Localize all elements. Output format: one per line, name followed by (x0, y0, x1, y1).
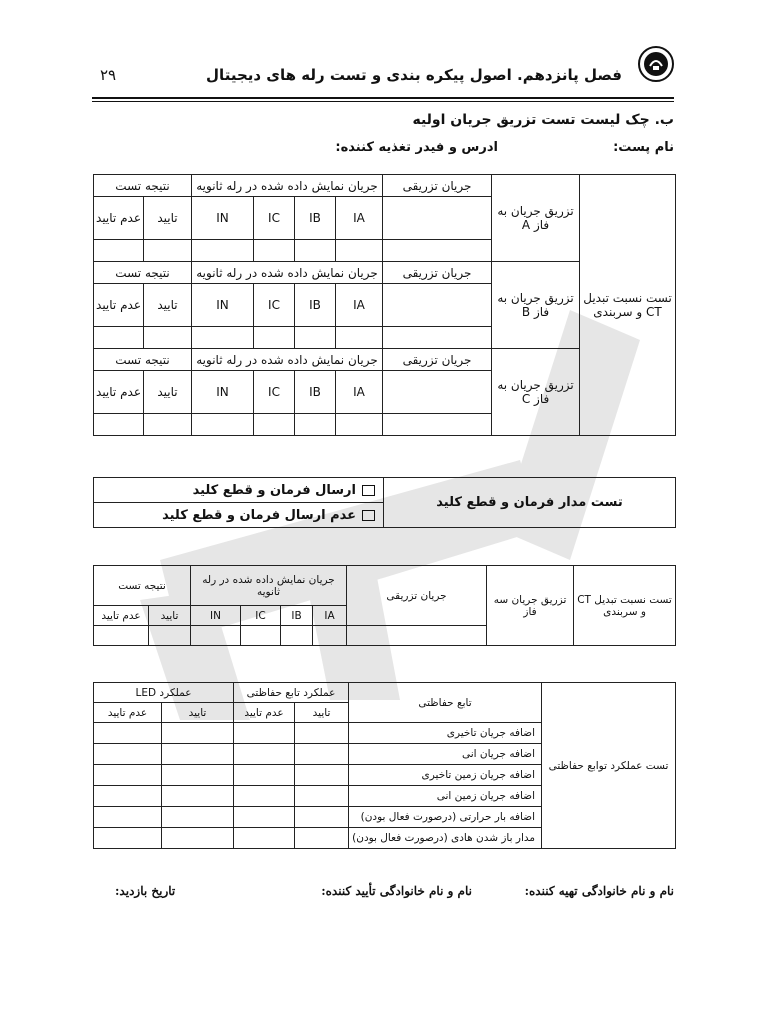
led-not-confirm-cell[interactable] (94, 786, 162, 807)
ib-value-cell[interactable] (281, 626, 313, 646)
displayed-current-header: جریان نمایش داده شده در رله ثانویه (192, 175, 383, 197)
feeder-address-label: ادرس و فیدر تغذیه کننده: (335, 140, 498, 155)
injected-current-header: جریان تزریقی (383, 349, 492, 371)
in-value-cell[interactable] (191, 626, 241, 646)
ic-value-cell[interactable] (254, 240, 295, 262)
header-rule (92, 97, 674, 99)
in-value-cell[interactable] (192, 327, 254, 349)
confirm-cell[interactable] (144, 240, 192, 262)
led-not-confirm-cell[interactable] (94, 744, 162, 765)
function-performance-header: عملکرد تابع حفاظتی (234, 683, 349, 703)
func-confirm-label: تایید (295, 703, 349, 723)
ia-value-cell[interactable] (336, 240, 383, 262)
confirm-label: تایید (144, 197, 192, 240)
func-not-confirm-cell[interactable] (234, 744, 295, 765)
result-header: نتیجه تست (94, 566, 191, 606)
ic-label: IC (254, 371, 295, 414)
ic-label: IC (254, 197, 295, 240)
university-logo-icon (636, 44, 676, 84)
ia-label: IA (336, 371, 383, 414)
injected-value-cell[interactable] (383, 371, 492, 414)
function-name: اضافه جریان زمین انی (349, 786, 542, 807)
page-number: ۲۹ (100, 66, 117, 84)
result-header: نتیجه تست (94, 349, 192, 371)
result-header: نتیجه تست (94, 175, 192, 197)
not-confirm-label: عدم تایید (94, 284, 144, 327)
injected-value-cell[interactable] (383, 284, 492, 327)
result-header: نتیجه تست (94, 262, 192, 284)
injected-current-header: جریان تزریقی (383, 175, 492, 197)
protection-functions-table (93, 682, 676, 849)
confirm-cell[interactable] (149, 626, 191, 646)
preparer-name-label: نام و نام خانوادگی تهیه کننده: (524, 884, 674, 898)
option-no-trip: عدم ارسال فرمان و قطع کلید (162, 507, 356, 523)
injected-value-cell[interactable] (383, 414, 492, 436)
func-confirm-cell[interactable] (295, 807, 349, 828)
func-not-confirm-cell[interactable] (234, 828, 295, 849)
ic-label: IC (254, 284, 295, 327)
displayed-current-header: جریان نمایش داده شده در رله ثانویه (192, 349, 383, 371)
post-name-label: نام پست: (613, 140, 674, 155)
ic-value-cell[interactable] (241, 626, 281, 646)
led-confirm-cell[interactable] (162, 807, 234, 828)
led-confirm-cell[interactable] (162, 765, 234, 786)
func-confirm-cell[interactable] (295, 828, 349, 849)
visit-date-label: تاریخ بازدید: (115, 884, 176, 898)
in-label: IN (191, 606, 241, 626)
displayed-current-header: جریان نمایش داده شده در رله ثانویه (191, 566, 347, 606)
three-phase-inject-label: تزریق جریان سه فاز (487, 566, 574, 646)
in-value-cell[interactable] (192, 240, 254, 262)
led-not-confirm-label: عدم تایید (94, 703, 162, 723)
function-name: مدار باز شدن هادی (درصورت فعال بودن) (349, 828, 542, 849)
trip-option-cell[interactable] (94, 478, 384, 503)
displayed-current-header: جریان نمایش داده شده در رله ثانویه (192, 262, 383, 284)
ia-label: IA (313, 606, 347, 626)
ia-value-cell[interactable] (336, 414, 383, 436)
injected-value-cell[interactable] (383, 327, 492, 349)
function-name: اضافه جریان انی (349, 744, 542, 765)
checkbox-icon[interactable] (362, 485, 375, 496)
func-confirm-cell[interactable] (295, 765, 349, 786)
led-confirm-cell[interactable] (162, 723, 234, 744)
confirm-cell[interactable] (144, 327, 192, 349)
ib-value-cell[interactable] (295, 414, 336, 436)
ib-label: IB (281, 606, 313, 626)
in-value-cell[interactable] (192, 414, 254, 436)
injected-current-header: جریان تزریقی (347, 566, 487, 626)
three-phase-row-label: تست نسبت تبدیل CT و سربندی (574, 566, 676, 646)
confirm-label: تایید (144, 284, 192, 327)
led-not-confirm-cell[interactable] (94, 765, 162, 786)
func-confirm-cell[interactable] (295, 744, 349, 765)
option-send-trip: ارسال فرمان و قطع کلید (192, 482, 356, 498)
func-not-confirm-label: عدم تایید (234, 703, 295, 723)
ib-label: IB (295, 197, 336, 240)
injected-value-cell[interactable] (347, 626, 487, 646)
phase-b-label: تزریق جریان به فاز B (492, 262, 580, 349)
ia-value-cell[interactable] (336, 327, 383, 349)
injected-current-header: جریان تزریقی (383, 262, 492, 284)
func-confirm-cell[interactable] (295, 723, 349, 744)
func-not-confirm-cell[interactable] (234, 807, 295, 828)
injected-value-cell[interactable] (383, 240, 492, 262)
not-confirm-cell[interactable] (94, 414, 144, 436)
in-label: IN (192, 197, 254, 240)
not-confirm-label: عدم تایید (94, 197, 144, 240)
ib-value-cell[interactable] (295, 240, 336, 262)
ia-label: IA (336, 197, 383, 240)
function-name: اضافه جریان زمین تاخیری (349, 765, 542, 786)
func-not-confirm-cell[interactable] (234, 765, 295, 786)
ct-ratio-table (93, 174, 676, 436)
confirm-cell[interactable] (144, 414, 192, 436)
protection-function-header: تابع حفاظتی (349, 683, 542, 723)
command-circuit-table (93, 477, 676, 528)
ib-label: IB (295, 371, 336, 414)
func-not-confirm-cell[interactable] (234, 786, 295, 807)
confirm-label: تایید (149, 606, 191, 626)
led-not-confirm-cell[interactable] (94, 723, 162, 744)
phase-c-label: تزریق جریان به فاز C (492, 349, 580, 436)
ic-label: IC (241, 606, 281, 626)
ia-value-cell[interactable] (313, 626, 347, 646)
led-header: عملکرد LED (94, 683, 234, 703)
chapter-title: فصل پانزدهم. اصول پیکره بندی و تست رله های دیجیتال (206, 66, 622, 84)
section-title: ب. چک لیست تست تزریق جریان اولیه (412, 112, 674, 128)
ic-value-cell[interactable] (254, 327, 295, 349)
led-confirm-cell[interactable] (162, 828, 234, 849)
ib-label: IB (295, 284, 336, 327)
function-name: اضافه جریان تاخیری (349, 723, 542, 744)
func-confirm-cell[interactable] (295, 786, 349, 807)
led-confirm-cell[interactable] (162, 786, 234, 807)
not-confirm-cell[interactable] (94, 327, 144, 349)
not-confirm-cell[interactable] (94, 240, 144, 262)
led-confirm-label: تایید (162, 703, 234, 723)
approver-name-label: نام و نام خانوادگی تأیید کننده: (321, 884, 472, 898)
ic-value-cell[interactable] (254, 414, 295, 436)
in-label: IN (192, 371, 254, 414)
led-not-confirm-cell[interactable] (94, 807, 162, 828)
in-label: IN (192, 284, 254, 327)
three-phase-table (93, 565, 676, 646)
phase-a-label: تزریق جریان به فاز A (492, 175, 580, 262)
func-not-confirm-cell[interactable] (234, 723, 295, 744)
command-circuit-label: تست مدار فرمان و قطع کلید (384, 478, 676, 528)
ia-label: IA (336, 284, 383, 327)
not-confirm-label: عدم تایید (94, 371, 144, 414)
function-name: اضافه بار حرارتی (درصورت فعال بودن) (349, 807, 542, 828)
injected-value-cell[interactable] (383, 197, 492, 240)
ib-value-cell[interactable] (295, 327, 336, 349)
no-trip-option-cell[interactable] (94, 503, 384, 528)
header-rule-thin (92, 101, 674, 102)
protection-row-label: تست عملکرد توابع حفاظتی (542, 683, 676, 849)
led-not-confirm-cell[interactable] (94, 828, 162, 849)
checkbox-icon[interactable] (362, 510, 375, 521)
not-confirm-label: عدم تایید (94, 606, 149, 626)
led-confirm-cell[interactable] (162, 744, 234, 765)
ct-row-label: تست نسبت تبدیل CT و سربندی (580, 175, 676, 436)
confirm-label: تایید (144, 371, 192, 414)
not-confirm-cell[interactable] (94, 626, 149, 646)
